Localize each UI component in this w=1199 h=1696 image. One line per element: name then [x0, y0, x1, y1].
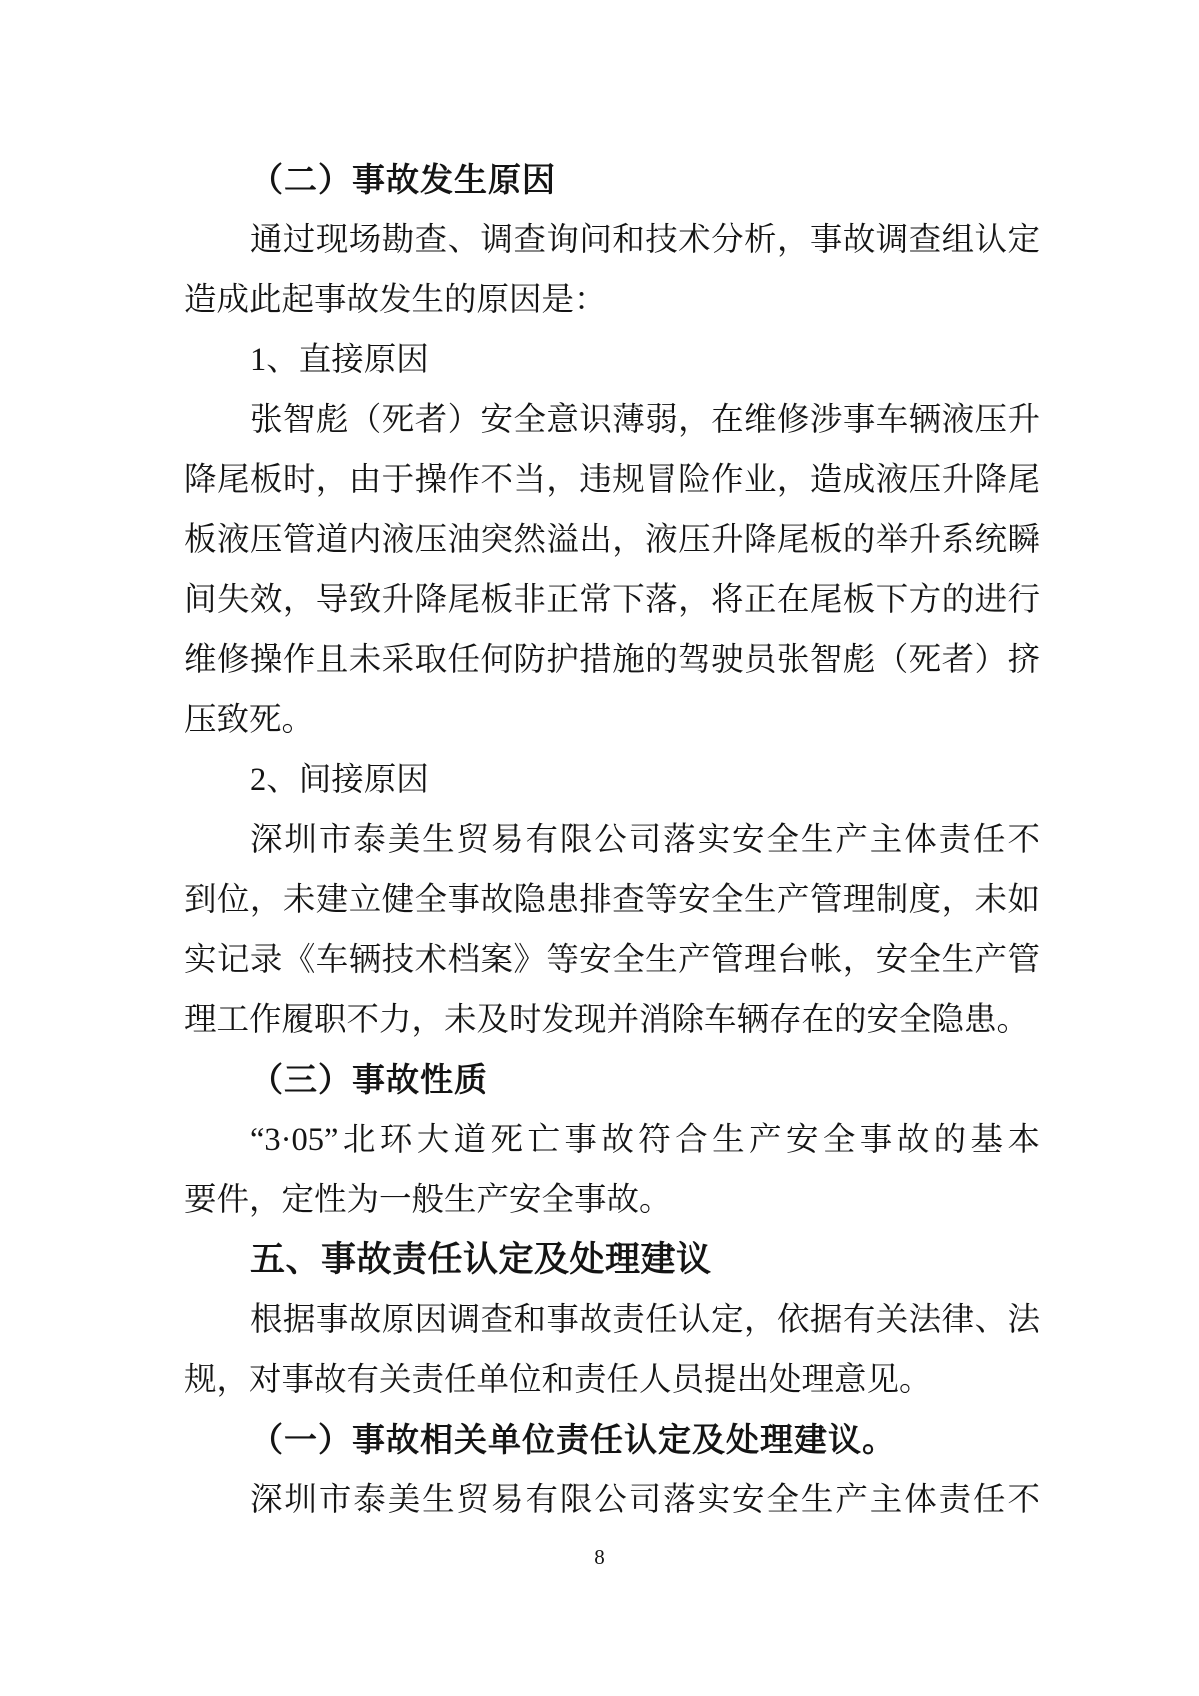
- page-number: 8: [594, 1545, 605, 1569]
- section-heading-cause: （二）事故发生原因: [250, 161, 556, 198]
- paragraph-line: 实记录《车辆技术档案》等安全生产管理台帐，安全生产管: [184, 942, 1040, 978]
- paragraph-line: 压致死。: [184, 702, 315, 738]
- paragraph-line: 要件，定性为一般生产安全事故。: [184, 1182, 672, 1218]
- paragraph-line: 造成此起事故发生的原因是：: [184, 282, 607, 318]
- paragraph-line: 理工作履职不力，未及时发现并消除车辆存在的安全隐患。: [184, 1002, 1030, 1038]
- paragraph-line: 维修操作且未采取任何防护措施的驾驶员张智彪（死者）挤: [184, 642, 1040, 678]
- paragraph-line: 张智彪（死者）安全意识薄弱，在维修涉事车辆液压升: [250, 402, 1040, 438]
- paragraph-line: 降尾板时，由于操作不当，违规冒险作业，造成液压升降尾: [184, 462, 1040, 498]
- paragraph-line: “3·05”北环大道死亡事故符合生产安全事故的基本: [250, 1122, 1040, 1158]
- paragraph-line: 深圳市泰美生贸易有限公司落实安全生产主体责任不: [250, 822, 1040, 858]
- subheading-indirect-cause: 2、间接原因: [250, 762, 429, 798]
- paragraph-line: 间失效，导致升降尾板非正常下落，将正在尾板下方的进行: [184, 582, 1040, 618]
- section-heading-nature: （三）事故性质: [250, 1061, 488, 1098]
- paragraph-line: 板液压管道内液压油突然溢出，液压升降尾板的举升系统瞬: [184, 522, 1040, 558]
- section-heading-unit-liability: （一）事故相关单位责任认定及处理建议。: [250, 1421, 896, 1458]
- paragraph-line: 深圳市泰美生贸易有限公司落实安全生产主体责任不: [250, 1482, 1040, 1518]
- chapter-heading-liability: 五、事故责任认定及处理建议: [250, 1240, 712, 1279]
- paragraph-line: 根据事故原因调查和事故责任认定，依据有关法律、法: [250, 1302, 1040, 1338]
- paragraph-line: 到位，未建立健全事故隐患排查等安全生产管理制度，未如: [184, 882, 1040, 918]
- subheading-direct-cause: 1、直接原因: [250, 342, 429, 378]
- paragraph-line: 通过现场勘查、调查询问和技术分析，事故调查组认定: [250, 222, 1040, 258]
- paragraph-line: 规，对事故有关责任单位和责任人员提出处理意见。: [184, 1362, 932, 1398]
